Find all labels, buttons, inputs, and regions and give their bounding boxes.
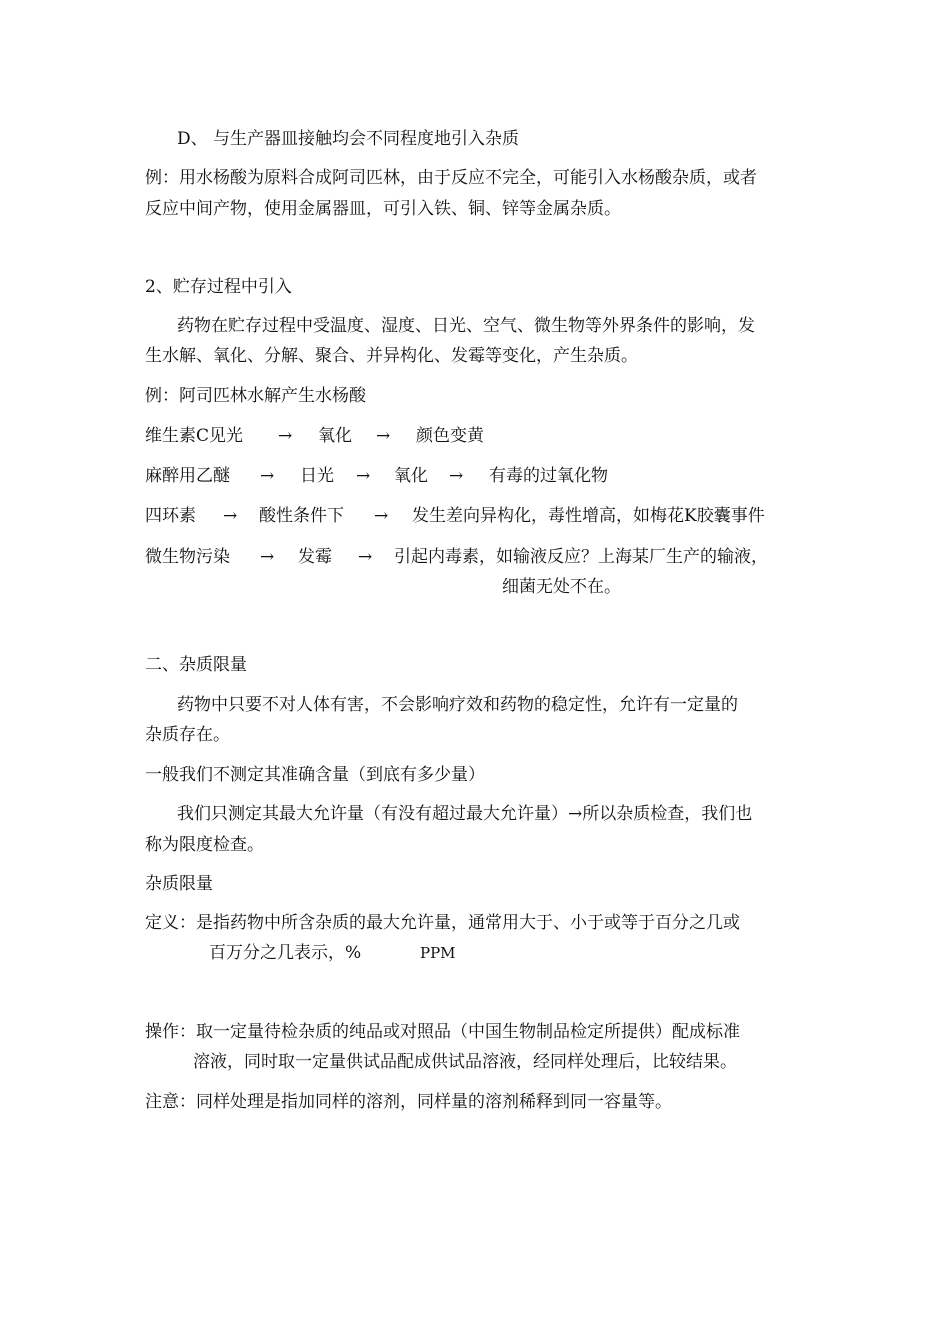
chain-vitamin-c xyxy=(145,424,484,448)
example1-line-1: 例：用水杨酸为原料合成阿司匹林，由于反应不完全，可能引入水杨酸杂质，或者 xyxy=(145,168,757,188)
storage-paragraph-line-2: 生水解、氧化、分解、聚合、并异构化、发霉等变化，产生杂质。 xyxy=(145,346,638,366)
arrow-icon: → xyxy=(356,466,371,486)
chain-step: 四环素 xyxy=(145,506,196,526)
chain-step: 颜色变黄 xyxy=(416,426,484,446)
arrow-icon: → xyxy=(358,547,373,567)
definition-ppm: PPM xyxy=(420,944,456,962)
chain-ether xyxy=(145,464,608,488)
arrow-icon: → xyxy=(260,466,275,486)
chain-step: 微生物污染 xyxy=(145,547,230,567)
chain-step: 维生素C见光 xyxy=(145,426,244,446)
chain-microbial xyxy=(145,545,768,569)
example1-line-2: 反应中间产物，使用金属器皿，可引入铁、铜、锌等金属杂质。 xyxy=(145,199,621,219)
operation-line-2: 溶液，同时取一定量供试品配成供试品溶液，经同样处理后，比较结果。 xyxy=(193,1052,737,1072)
limit-paragraph-line-2: 杂质存在。 xyxy=(145,725,230,745)
chain-step: 发生差向异构化，毒性增高，如梅花K胶囊事件 xyxy=(412,506,765,526)
arrow-icon: → xyxy=(374,506,389,526)
example2-line: 例：阿司匹林水解产生水杨酸 xyxy=(145,386,366,406)
arrow-icon: → xyxy=(223,506,238,526)
operation-line-1: 操作：取一定量待检杂质的纯品或对照品（中国生物制品检定所提供）配成标准 xyxy=(145,1022,740,1042)
chain-microbial-continuation: 细菌无处不在。 xyxy=(502,577,621,597)
arrow-icon: → xyxy=(278,426,293,446)
arrow-icon: → xyxy=(260,547,275,567)
storage-paragraph-line-1: 药物在贮存过程中受温度、湿度、日光、空气、微生物等外界条件的影响，发 xyxy=(177,316,755,336)
max-limit-line-2: 称为限度检查。 xyxy=(145,835,264,855)
chain-step: 氧化 xyxy=(318,426,352,446)
chain-step: 引起内毒素，如输液反应？上海某厂生产的输液， xyxy=(394,547,768,567)
definition-line-2: 百万分之几表示，% xyxy=(209,943,362,963)
chain-tetracycline xyxy=(145,504,765,528)
chain-step: 有毒的过氧化物 xyxy=(489,466,608,486)
definition-line-1: 定义：是指药物中所含杂质的最大允许量，通常用大于、小于或等于百分之几或 xyxy=(145,913,740,933)
max-limit-line-1: 我们只测定其最大允许量（有没有超过最大允许量）→所以杂质检查，我们也 xyxy=(177,804,753,824)
attention-line: 注意：同样处理是指加同样的溶剂，同样量的溶剂稀释到同一容量等。 xyxy=(145,1092,672,1112)
chain-step: 发霉 xyxy=(298,547,332,567)
chain-step: 麻醉用乙醚 xyxy=(145,466,230,486)
arrow-icon: → xyxy=(449,466,464,486)
section-heading-limit: 二、杂质限量 xyxy=(145,655,247,675)
section-heading-storage: 2、贮存过程中引入 xyxy=(145,277,292,297)
chain-step: 氧化 xyxy=(394,466,428,486)
limit-paragraph-line-1: 药物中只要不对人体有害，不会影响疗效和药物的稳定性，允许有一定量的 xyxy=(177,695,738,715)
chain-step: 酸性条件下 xyxy=(259,506,344,526)
item-d-line: D、 与生产器皿接触均会不同程度地引入杂质 xyxy=(177,129,520,149)
general-note-line: 一般我们不测定其准确含量（到底有多少量） xyxy=(145,765,485,785)
subheading-limit: 杂质限量 xyxy=(145,874,213,894)
chain-step: 日光 xyxy=(300,466,334,486)
arrow-icon: → xyxy=(376,426,391,446)
